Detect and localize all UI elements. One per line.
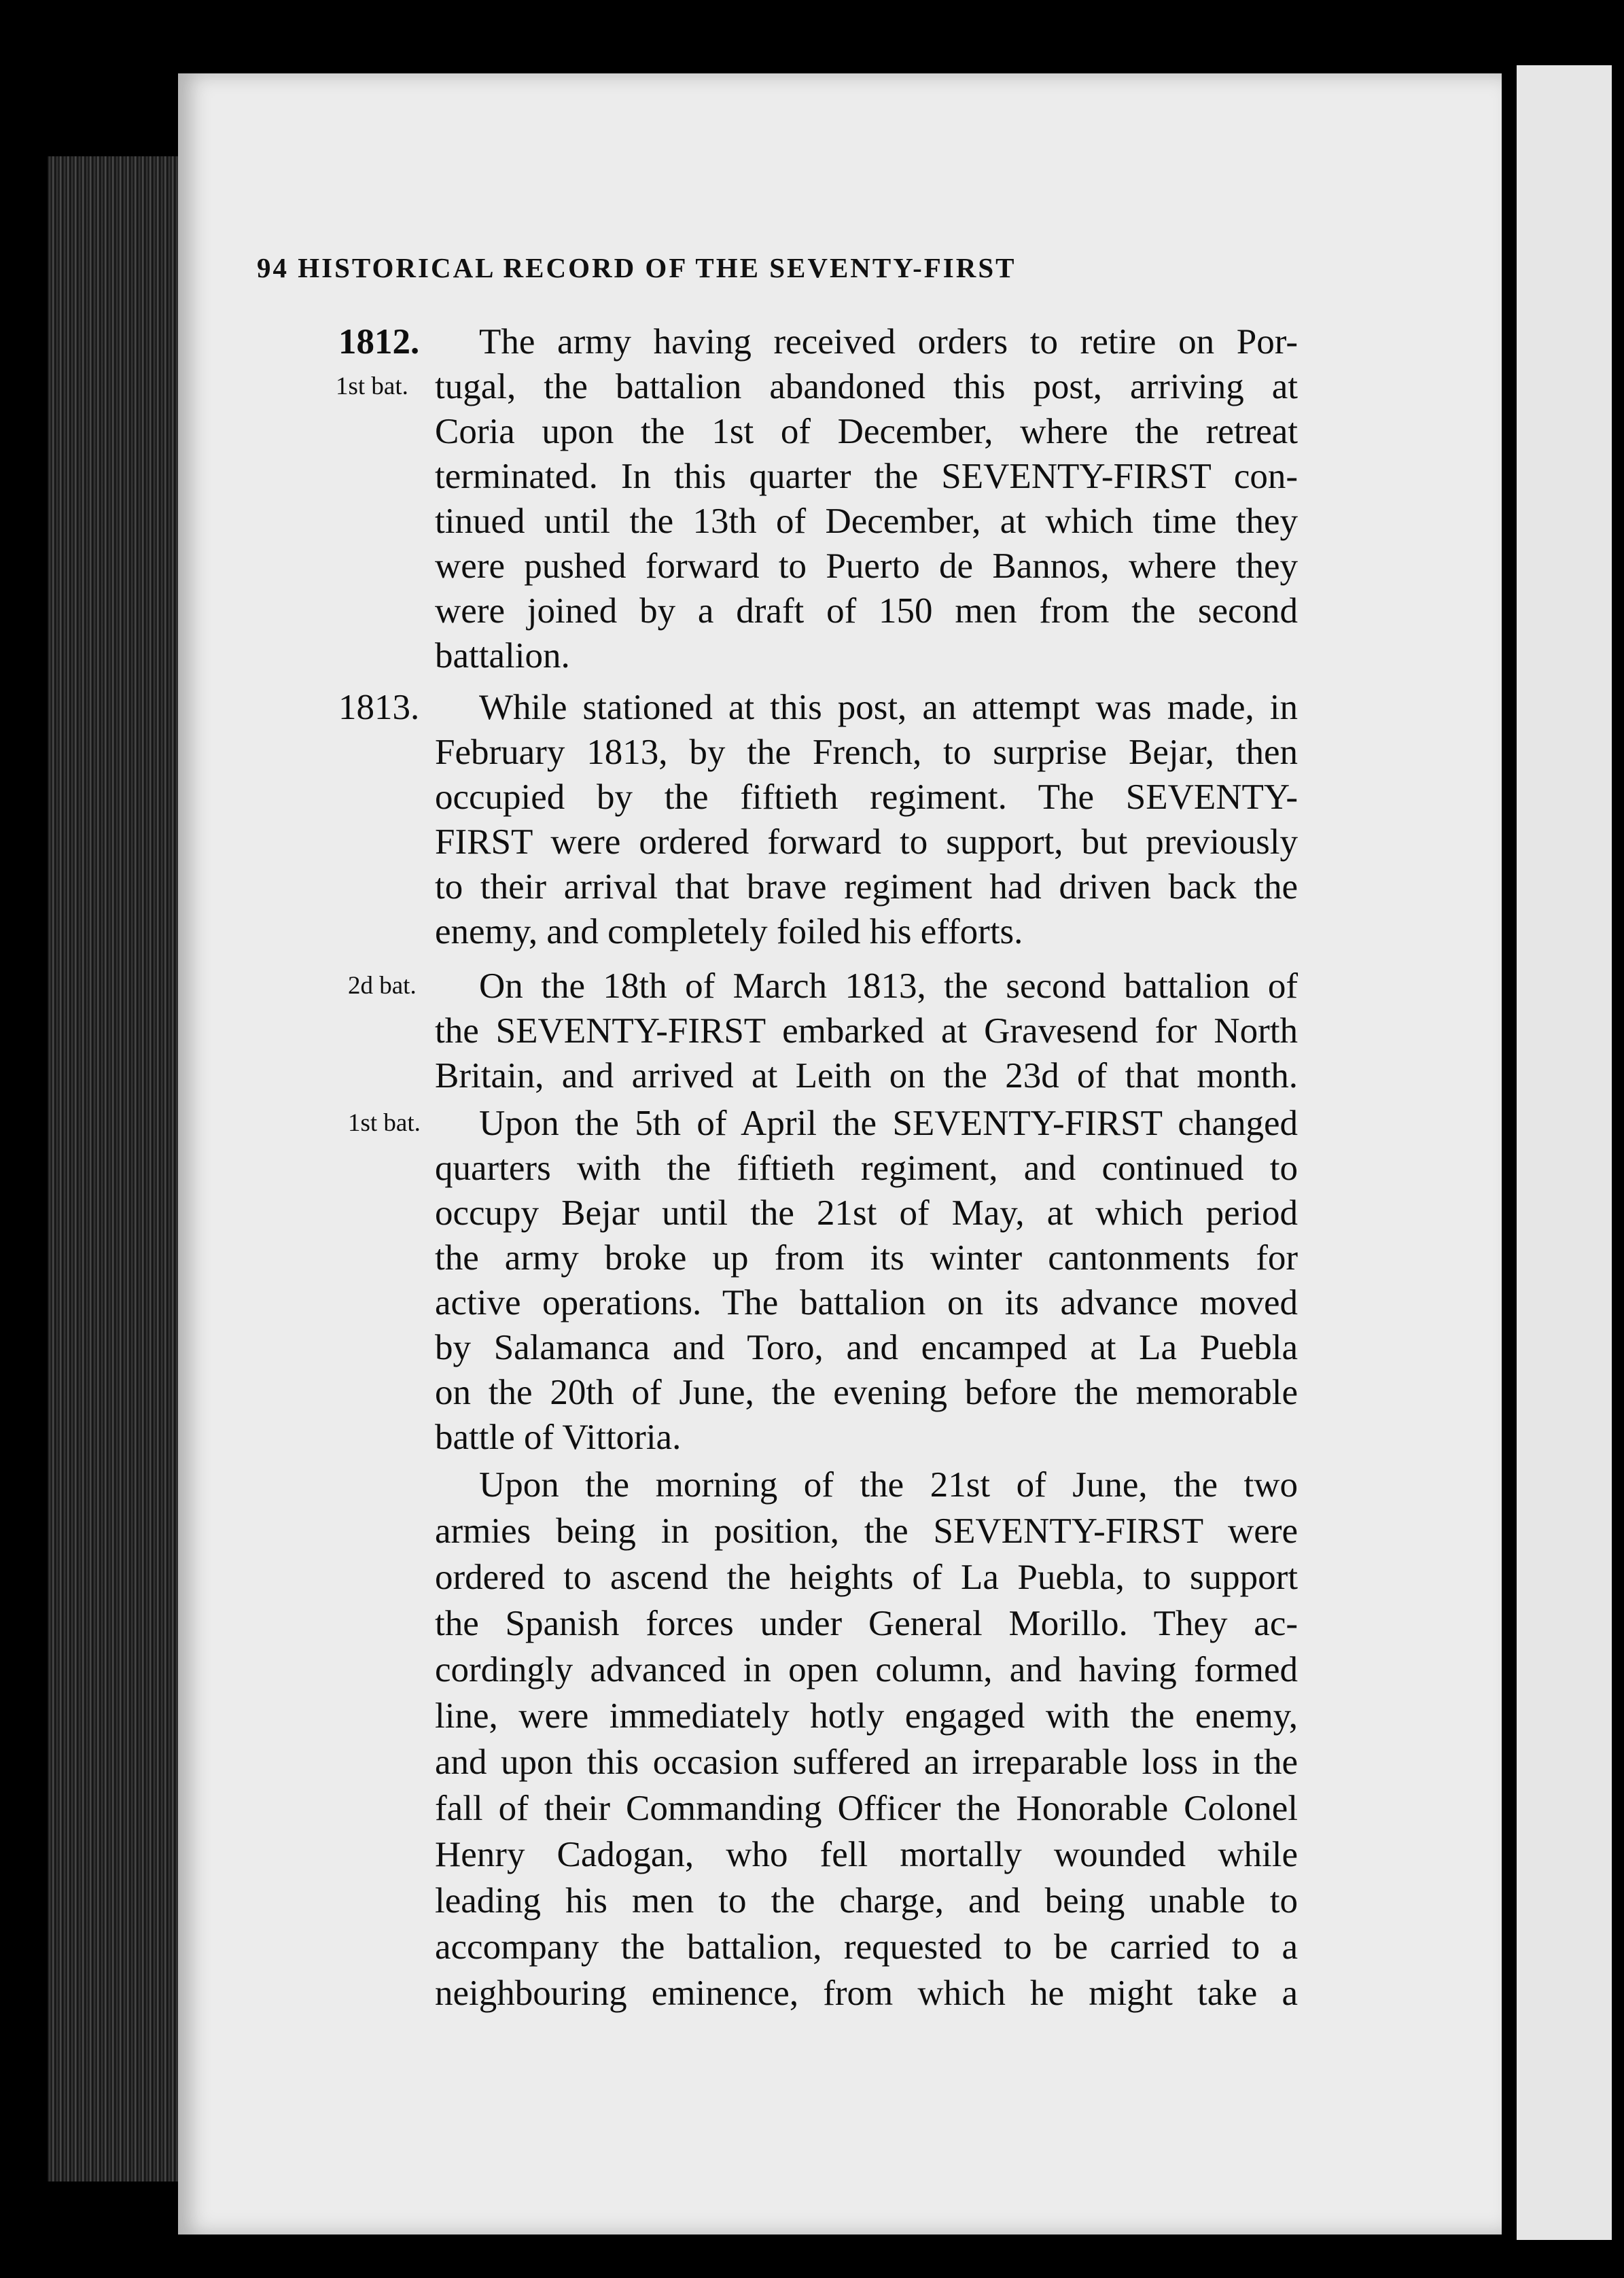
- text-line: were pushed forward to Puerto de Bannos, where they: [435, 546, 1298, 586]
- text-line: Coria upon the 1st of December, where the retreat: [435, 412, 1298, 451]
- text-line: tinued until the 13th of December, at which time they: [435, 502, 1298, 541]
- facing-page-edge: [1517, 65, 1612, 2240]
- text-line: accompany the battalion, requested to be carried to a: [435, 1927, 1298, 1967]
- text-line: Britain, and arrived at Leith on the 23d of that month.: [435, 1056, 1298, 1096]
- text-line: February 1813, by the French, to surprise Bejar, then: [435, 733, 1298, 772]
- text-line: terminated. In this quarter the SEVENTY-FIRST con-: [435, 457, 1298, 496]
- text-line: were joined by a draft of 150 men from the second: [435, 591, 1298, 631]
- text-line: Henry Cadogan, who fell mortally wounded while: [435, 1835, 1298, 1874]
- text-line: the SEVENTY-FIRST embarked at Gravesend for North: [435, 1011, 1298, 1051]
- text-line: fall of their Commanding Officer the Honorable Colonel: [435, 1789, 1298, 1828]
- text-line: While stationed at this post, an attempt was made, in: [479, 688, 1298, 727]
- text-line: on the 20th of June, the evening before the memorable: [435, 1373, 1298, 1412]
- text-line: battalion.: [435, 636, 570, 676]
- text-line: quarters with the fiftieth regiment, and continued to: [435, 1149, 1298, 1188]
- text-line: leading his men to the charge, and being unable to: [435, 1881, 1298, 1921]
- margin-battalion-note: 2d bat.: [348, 972, 417, 1000]
- text-line: On the 18th of March 1813, the second battalion of: [479, 966, 1298, 1006]
- margin-battalion-note: 1st bat.: [336, 372, 408, 400]
- margin-year-1812: 1812.: [338, 322, 420, 362]
- text-line: occupy Bejar until the 21st of May, at which period: [435, 1193, 1298, 1233]
- text-line: occupied by the fiftieth regiment. The SEVENTY-: [435, 777, 1298, 817]
- text-line: The army having received orders to retire on Por-: [479, 322, 1298, 362]
- text-line: neighbouring eminence, from which he might take a: [435, 1974, 1298, 2013]
- text-line: tugal, the battalion abandoned this post, arriving at: [435, 367, 1298, 406]
- text-line: ordered to ascend the heights of La Puebla, to support: [435, 1558, 1298, 1597]
- margin-year-1813: 1813.: [338, 688, 420, 727]
- text-line: the Spanish forces under General Morillo. They ac-: [435, 1604, 1298, 1643]
- text-line: by Salamanca and Toro, and encamped at La Puebla: [435, 1328, 1298, 1367]
- text-line: the army broke up from its winter cantonments for: [435, 1238, 1298, 1278]
- text-line: enemy, and completely foiled his efforts.: [435, 912, 1023, 951]
- text-line: Upon the morning of the 21st of June, the two: [479, 1465, 1298, 1505]
- text-line: line, were immediately hotly engaged with the enemy,: [435, 1696, 1298, 1736]
- margin-battalion-note: 1st bat.: [348, 1109, 421, 1137]
- text-line: battle of Vittoria.: [435, 1418, 682, 1457]
- text-line: Upon the 5th of April the SEVENTY-FIRST changed: [479, 1104, 1298, 1143]
- page-edges: [48, 156, 190, 2181]
- text-line: to their arrival that brave regiment had driven back the: [435, 867, 1298, 907]
- text-line: active operations. The battalion on its advance moved: [435, 1283, 1298, 1322]
- text-line: and upon this occasion suffered an irreparable loss in the: [435, 1742, 1298, 1782]
- text-line: FIRST were ordered forward to support, but previously: [435, 822, 1298, 862]
- running-header: 94 HISTORICAL RECORD OF THE SEVENTY-FIRST: [257, 252, 1017, 283]
- text-line: cordingly advanced in open column, and having formed: [435, 1650, 1298, 1689]
- text-line: armies being in position, the SEVENTY-FIRST were: [435, 1511, 1298, 1551]
